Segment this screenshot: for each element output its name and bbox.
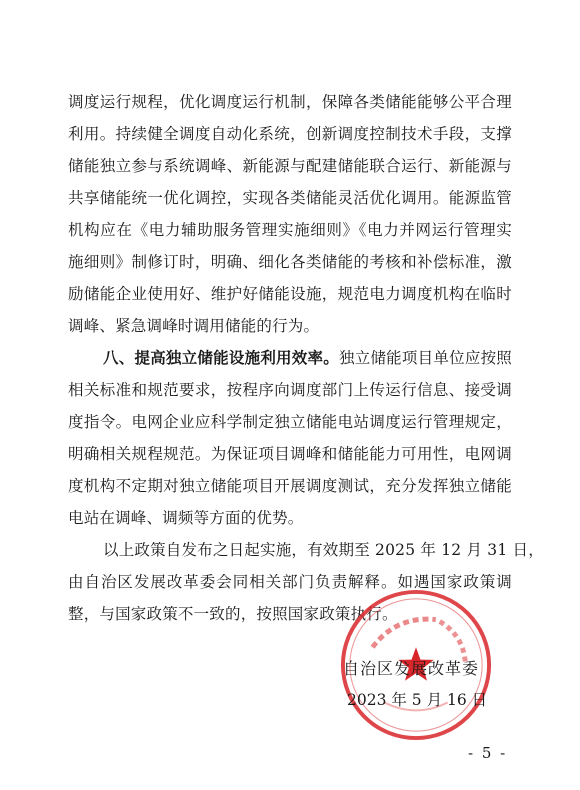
section-heading: 八、提高独立储能设施利用效率。 [103, 349, 339, 367]
text-line: 由自治区发展改革委会同相关部门负责解释。如遇国家政策调 [68, 573, 512, 591]
text-line: 共享储能统一优化调控，实现各类储能灵活优化调用。能源监管 [68, 189, 512, 207]
text-line: 明确相关规程规范。为保证项目调峰和储能能力可用性，电网调 [68, 445, 512, 463]
text-line: 调峰、紧急调峰时调用储能的行为。 [68, 317, 320, 335]
text-line: 相关标准和规范要求，按程序向调度部门上传运行信息、接受调 [68, 381, 512, 399]
issuing-organization: 自治区发展改革委 [343, 659, 480, 678]
section-text: 独立储能项目单位应按照 [338, 349, 512, 367]
text-line: 机构应在《电力辅助服务管理实施细则》《电力并网运行管理实 [68, 221, 512, 239]
text-line: 利用。持续健全调度自动化系统，创新调度控制技术手段，支撑 [68, 125, 512, 143]
text-line: 整，与国家政策不一致的，按照国家政策执行。 [68, 605, 398, 623]
page-number: - 5 - [468, 744, 508, 762]
text-line: 电站在调峰、调频等方面的优势。 [68, 509, 304, 527]
issue-date: 2023 年 5 月 16 日 [347, 691, 488, 709]
text-line: 励储能企业使用好、维护好储能设施，规范电力调度机构在临时 [68, 285, 512, 303]
text-line: 度机构不定期对独立储能项目开展调度测试，充分发挥独立储能 [68, 477, 512, 495]
text-line: 以上政策自发布之日起实施，有效期至 2025 年 12 月 31 日， [103, 541, 544, 559]
text-line: 度指令。电网企业应科学制定独立储能电站调度运行管理规定， [68, 413, 512, 431]
text-line: 施细则》制修订时，明确、细化各类储能的考核和补偿标准，激 [68, 253, 512, 271]
text-line: 储能独立参与系统调峰、新能源与配建储能联合运行、新能源与 [68, 157, 512, 175]
text-line: 调度运行规程，优化调度运行机制，保障各类储能能够公平合理 [68, 93, 512, 111]
section-first-line [103, 348, 512, 370]
